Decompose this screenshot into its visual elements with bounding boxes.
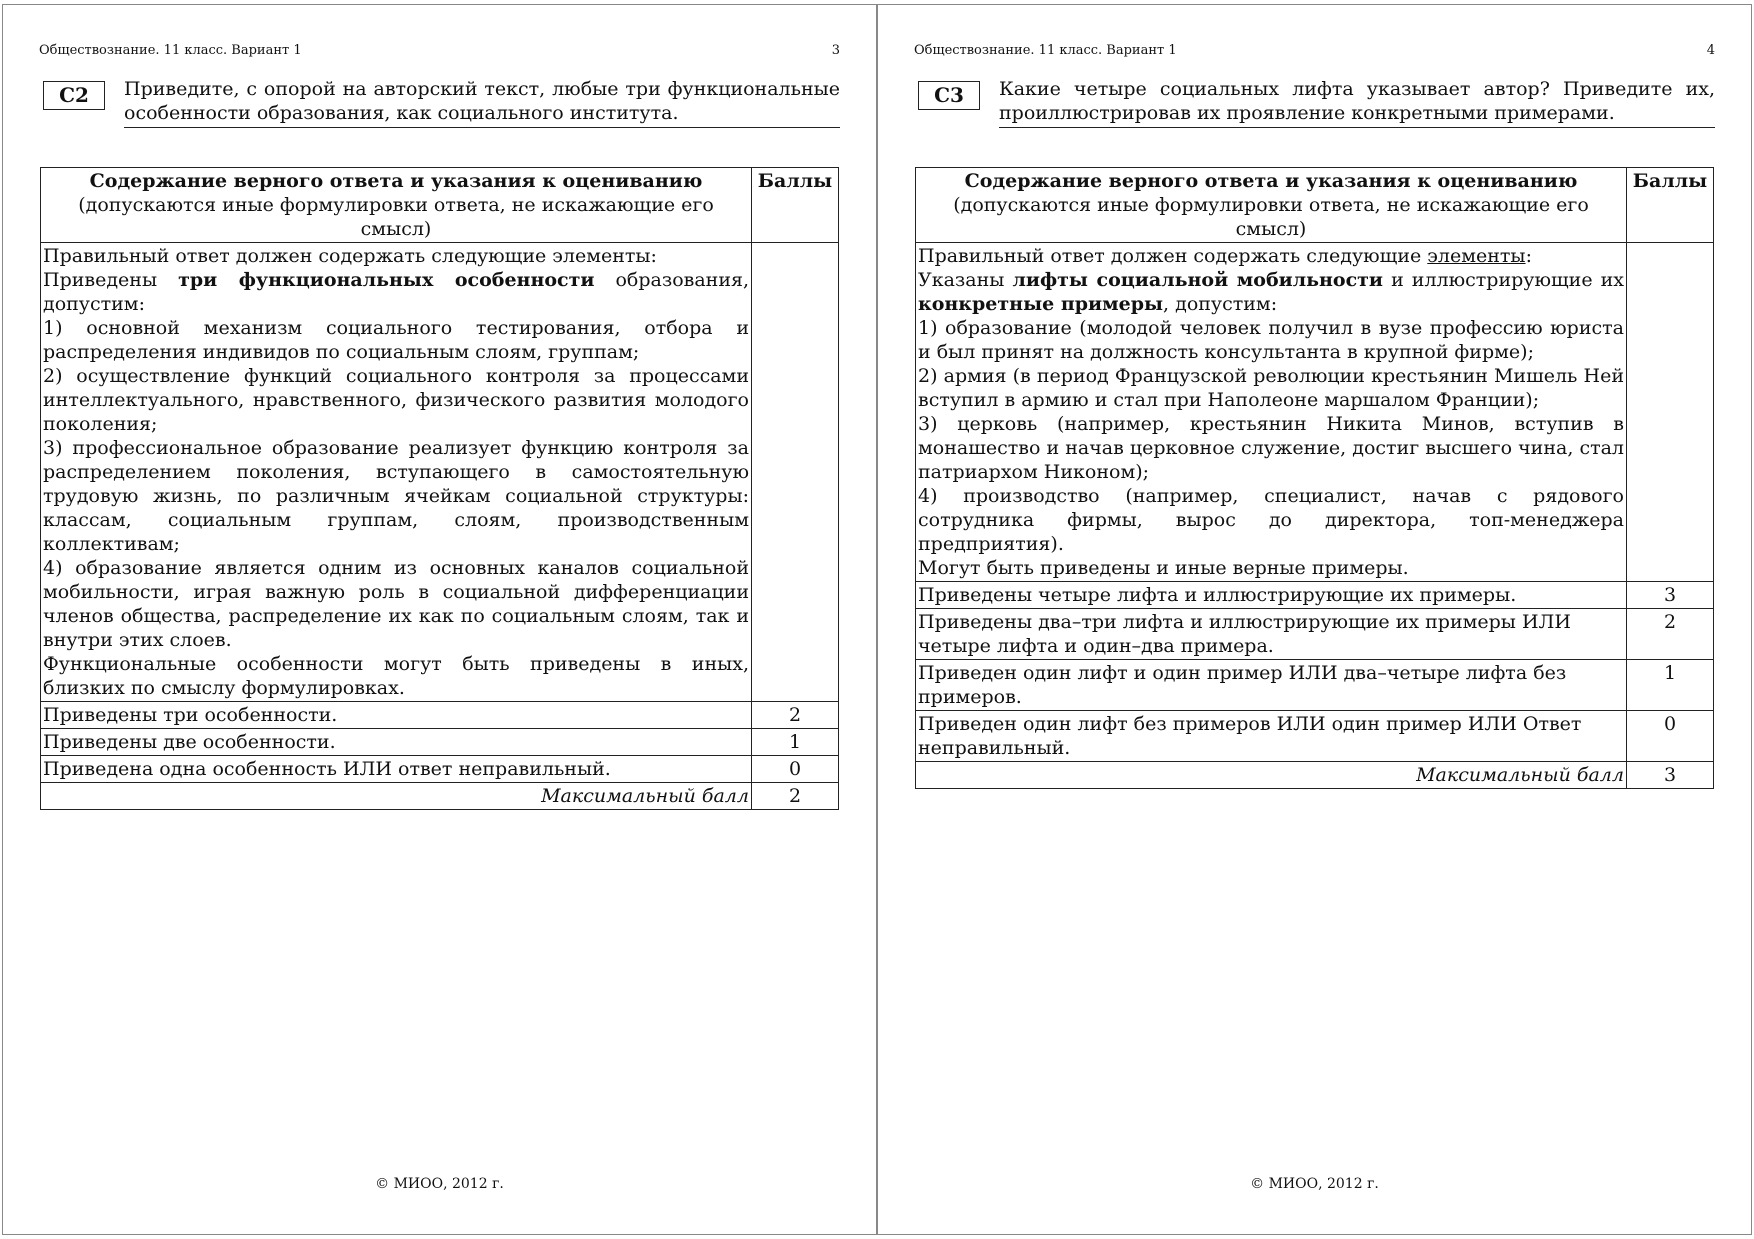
criteria-score: 0 — [752, 756, 839, 783]
lead-mid: и иллюстрирующие их — [1383, 269, 1624, 291]
page-right — [877, 4, 1752, 1235]
answer-content — [916, 243, 1627, 582]
question-text: Приведите, с опорой на авторский текст, любые три функциональные особенности образования, как социального института. — [124, 77, 840, 128]
answer-content — [41, 243, 752, 702]
answer-content-score — [1627, 243, 1714, 582]
header-title: Содержание верного ответа и указания к оцениванию — [964, 170, 1578, 192]
answer-intro — [918, 244, 1624, 268]
header-note: (допускаются иные формулировки ответа, не искажающие его смысл) — [78, 194, 714, 240]
answer-content-score — [752, 243, 839, 702]
page-number: 3 — [831, 43, 840, 58]
lead-pre: Приведены — [43, 269, 179, 291]
criteria-row — [916, 711, 1714, 762]
criteria-row — [916, 582, 1714, 609]
answer-item: 3) церковь (например, крестьянин Никита Минов, вступив в монашество и начав церковное служение, достиг высшего чина, стал патриархом Никоном); — [918, 413, 1624, 483]
max-score-label: Максимальный балл — [41, 783, 752, 810]
lead-post: , допустим: — [1163, 293, 1278, 315]
max-score-value: 2 — [752, 783, 839, 810]
lead-post: образования, допустим: — [43, 269, 750, 315]
subject-title: Обществознание. 11 класс. Вариант 1 — [914, 43, 1177, 58]
intro-underlined: элементы — [1427, 245, 1526, 267]
criteria-row — [41, 702, 839, 729]
criteria-row — [41, 756, 839, 783]
max-score-row — [916, 762, 1714, 789]
page-footer: © МИОО, 2012 г. — [375, 1176, 504, 1192]
page-left — [2, 4, 877, 1235]
table-header-score: Баллы — [1627, 168, 1714, 243]
grading-table — [915, 167, 1714, 789]
running-header — [914, 43, 1715, 58]
criteria-row — [916, 609, 1714, 660]
answer-item: 2) армия (в период Французской революции крестьянин Мишель Ней вступил в армию и стал при Наполеоне маршалом Франции); — [918, 365, 1624, 411]
max-score-row — [41, 783, 839, 810]
header-title: Содержание верного ответа и указания к оцениванию — [89, 170, 703, 192]
criteria-score: 2 — [1627, 609, 1714, 660]
lead-bold: лифты социальной мобильности — [1012, 269, 1384, 291]
lead-pre: Указаны — [918, 269, 1013, 291]
table-header-score: Баллы — [752, 168, 839, 243]
criteria-text: Приведена одна особенность ИЛИ ответ неправильный. — [41, 756, 752, 783]
question-label: С2 — [43, 81, 105, 110]
criteria-row — [916, 660, 1714, 711]
question-block — [918, 77, 1715, 128]
header-note: (допускаются иные формулировки ответа, не искажающие его смысл) — [953, 194, 1589, 240]
table-header-content — [41, 168, 752, 243]
answer-lead — [918, 268, 1624, 316]
answer-lead — [43, 268, 749, 316]
question-label: С3 — [918, 81, 980, 110]
criteria-score: 0 — [1627, 711, 1714, 762]
criteria-score: 3 — [1627, 582, 1714, 609]
running-header — [39, 43, 840, 58]
table-header-row — [916, 168, 1714, 243]
answer-content-row — [916, 243, 1714, 582]
answer-closing: Могут быть приведены и иные верные примеры. — [918, 557, 1409, 579]
subject-title: Обществознание. 11 класс. Вариант 1 — [39, 43, 302, 58]
answer-item: 2) осуществление функций социального контроля за процессами интеллектуального, нравственного, физического развития молодого поколения; — [43, 365, 749, 435]
table-header-content — [916, 168, 1627, 243]
answer-item: 4) производство (например, специалист, начав с рядового сотрудника фирмы, вырос до директора, топ-менеджера предприятия). — [918, 485, 1624, 555]
criteria-text: Приведены два–три лифта и иллюстрирующие их примеры ИЛИ четыре лифта и один–два примера. — [916, 609, 1627, 660]
criteria-text: Приведен один лифт и один пример ИЛИ два–четыре лифта без примеров. — [916, 660, 1627, 711]
answer-closing: Функциональные особенности могут быть приведены в иных, близких по смыслу формулировках. — [43, 653, 749, 699]
page-footer: © МИОО, 2012 г. — [1250, 1176, 1379, 1192]
answer-intro: Правильный ответ должен содержать следующие элементы: — [43, 245, 657, 267]
max-score-value: 3 — [1627, 762, 1714, 789]
answer-item: 4) образование является одним из основных каналов социальной мобильности, играя важную роль в социальной дифференциации членов общества, распределение их как по социальным слоям, так и внутри этих слоев. — [43, 557, 749, 651]
lead-bold-2: конкретные примеры — [918, 293, 1164, 315]
criteria-text: Приведены четыре лифта и иллюстрирующие их примеры. — [916, 582, 1627, 609]
criteria-score: 2 — [752, 702, 839, 729]
criteria-text: Приведены две особенности. — [41, 729, 752, 756]
max-score-label: Максимальный балл — [916, 762, 1627, 789]
criteria-text: Приведен один лифт без примеров ИЛИ один пример ИЛИ Ответ неправильный. — [916, 711, 1627, 762]
lead-bold: три функциональных особенности — [178, 269, 595, 291]
page-number: 4 — [1706, 43, 1715, 58]
criteria-text: Приведены три особенности. — [41, 702, 752, 729]
intro-pre: Правильный ответ должен содержать следующие — [918, 245, 1428, 267]
table-header-row — [41, 168, 839, 243]
intro-post: : — [1525, 245, 1532, 267]
criteria-row — [41, 729, 839, 756]
criteria-score: 1 — [1627, 660, 1714, 711]
answer-item: 1) образование (молодой человек получил в вузе профессию юриста и был принят на должность консультанта в крупной фирме); — [918, 317, 1624, 363]
grading-table — [40, 167, 839, 810]
answer-item: 3) профессиональное образование реализует функцию контроля за распределением поколения, вступающего в самостоятельную трудовую жизнь, по различным ячейкам социальной структуры: классам, социальным группам, слоям, производственным коллективам; — [43, 437, 749, 555]
question-text: Какие четыре социальных лифта указывает автор? Приведите их, проиллюстрировав их проявление конкретными примерами. — [999, 77, 1715, 128]
question-block — [43, 77, 840, 128]
criteria-score: 1 — [752, 729, 839, 756]
answer-item: 1) основной механизм социального тестирования, отбора и распределения индивидов по социальным слоям, группам; — [43, 317, 749, 363]
answer-content-row — [41, 243, 839, 702]
